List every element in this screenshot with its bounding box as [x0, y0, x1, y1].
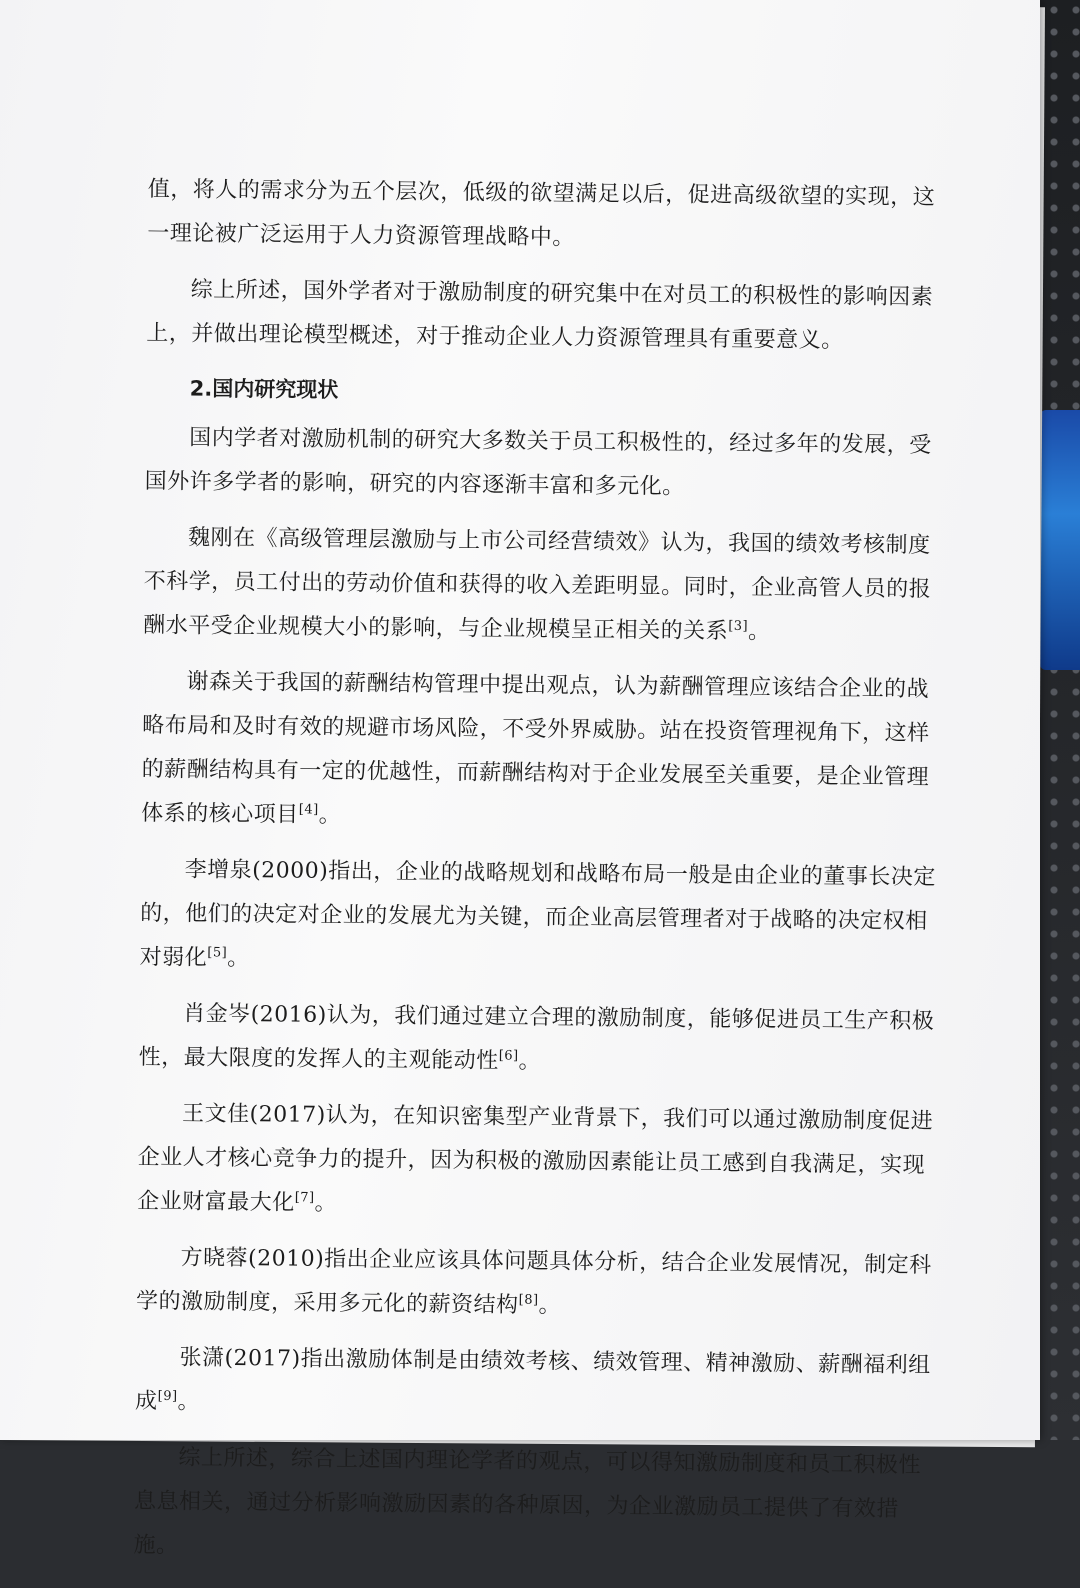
paragraph-text: 王文佳(2017)认为，在知识密集型产业背景下，我们可以通过激励制度促进企业人才核心竞争力的提升，因为积极的激励因素能让员工感到自我满足，实现企业财富最大化	[137, 1101, 934, 1216]
paragraph-text: 谢森关于我国的薪酬结构管理中提出观点，认为薪酬管理应该结合企业的战略布局和及时有效的规避市场风险，不受外界威胁。站在投资管理视角下，这样的薪酬结构具有一定的优越性，而薪酬结构对于企业发展至关重要，是企业管理体系的核心项目	[141, 669, 930, 828]
citation-ref: [3]	[728, 618, 749, 634]
paragraph-tail: 。	[227, 945, 250, 972]
paragraph-tail: 。	[177, 1389, 201, 1415]
paragraph	[138, 992, 939, 1088]
paragraph	[141, 660, 943, 844]
paragraph	[135, 1336, 936, 1432]
paragraph-tail: 。	[314, 1190, 338, 1217]
citation-ref: [5]	[207, 945, 228, 961]
paragraph-text: 魏刚在《高级管理层激励与上市公司经营绩效》认为，我国的绩效考核制度不科学，员工付出的劳动价值和获得的收入差距明显。同时，企业高管人员的报酬水平受企业规模大小的影响，与企业规模呈正相关的关系	[143, 525, 932, 645]
paragraph-text: 方晓蓉(2010)指出企业应该具体问题具体分析，结合企业发展情况，制定科学的激励制度，采用多元化的薪资结构	[135, 1245, 932, 1318]
paragraph-tail: 。	[538, 1293, 562, 1319]
citation-ref: [6]	[498, 1048, 519, 1064]
paragraph	[137, 1092, 938, 1232]
paragraph	[136, 1236, 937, 1332]
paragraph: 国内学者对激励机制的研究大多数关于员工积极性的，经过多年的发展，受国外许多学者的影响，研究的内容逐渐丰富和多元化。	[144, 425, 932, 500]
paragraph-text: 张潇(2017)指出激励体制是由绩效考核、绩效管理、精神激励、薪酬福利组成	[134, 1345, 931, 1415]
document-body	[133, 168, 948, 1588]
citation-ref: [8]	[518, 1292, 539, 1308]
citation-ref: [9]	[157, 1388, 178, 1405]
citation-ref: [4]	[298, 802, 319, 818]
paragraph-text: 李增泉(2000)指出，企业的战略规划和战略布局一般是由企业的董事长决定的，他们的决定对企业的发展尤为关键，而企业高层管理者对于战略的决定权相对弱化	[139, 857, 936, 971]
paragraph-tail: 。	[518, 1048, 542, 1075]
section-heading: 2.国内研究现状	[189, 376, 339, 403]
blue-book-edge	[1040, 410, 1080, 670]
paragraph	[143, 516, 944, 656]
citation-ref: [7]	[294, 1190, 315, 1206]
paragraph-text: 肖金岑(2016)认为，我们通过建立合理的激励制度，能够促进员工生产积极性，最大限度的发挥人的主观能动性	[138, 1001, 935, 1074]
paragraph-tail: 。	[747, 619, 771, 645]
paragraph	[139, 848, 940, 988]
paragraph-tail: 。	[318, 802, 342, 829]
paragraph: 综上所述，综合上述国内理论学者的观点，可以得知激励制度和员工积极性息息相关，通过分析影响激励因素的各种原因，为企业激励员工提供了有效措施。	[133, 1445, 922, 1559]
paragraph: 综上所述，国外学者对于激励制度的研究集中在对员工的积极性的影响因素上，并做出理论模型概述，对于推动企业人力资源管理具有重要意义。	[146, 277, 934, 354]
paragraph: 值，将人的需求分为五个层次，低级的欲望满足以后，促进高级欲望的实现，这一理论被广泛运用于人力资源管理战略中。	[147, 176, 936, 251]
